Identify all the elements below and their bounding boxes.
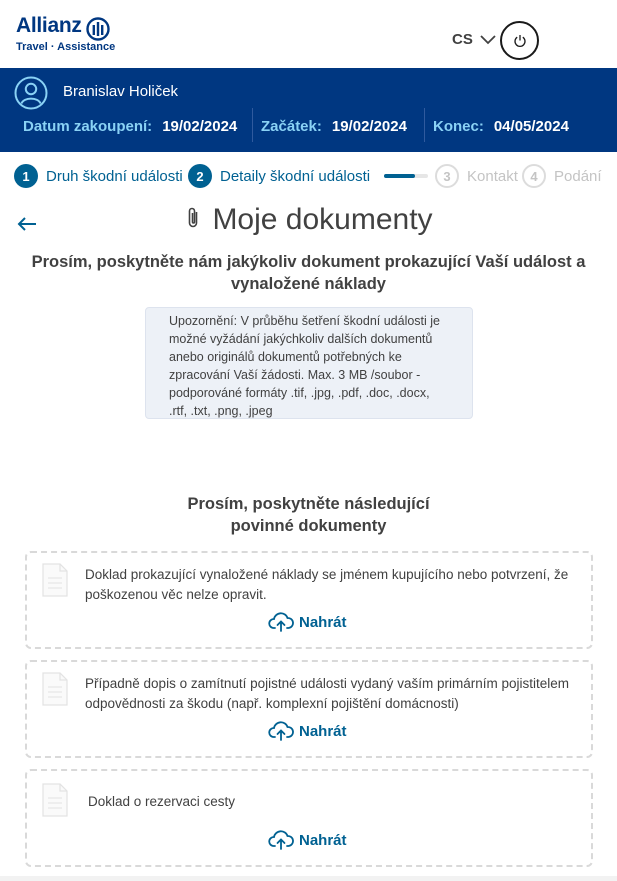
chevron-down-icon[interactable] [478,30,498,50]
step-4 [522,163,602,189]
purchase-date-label: Datum zakoupení: [23,118,153,135]
step-number: 2 [188,164,212,188]
required-title-line: Prosím, poskytněte následující [187,495,430,513]
user-name: Branislav Holiček [63,83,179,100]
step-label: Druh škodní události [46,167,183,185]
document-icon [41,783,69,817]
step-number: 4 [522,164,546,188]
page-bottom-edge [0,876,617,881]
brand-subtitle: Travel · Assistance [16,41,116,53]
purchase-date-item [23,118,237,135]
notice-box: Upozornění: V průběhu šetření škodní události je možné vyžádání jakýchkoliv dalších dokumentů anebo originálů dokumentů potřebných ke zpracování Vaší žádosti. Max. 3 MB /soubor - podporováné formáty .tif, .jpg, .pdf, .doc, .docx, .rtf, .txt, .png, .jpeg [145,307,473,419]
step-1[interactable] [14,163,183,189]
start-date-item [261,118,407,135]
power-icon [513,34,527,48]
end-date-value: 04/05/2024 [493,118,569,135]
start-date-label: Začátek: [261,118,322,135]
allianz-logo[interactable] [16,14,126,56]
purchase-date-value: 19/02/2024 [162,118,238,135]
claim-stepper [0,152,617,198]
document-card [25,660,593,758]
step-progress-fill [384,174,415,178]
document-description: Doklad prokazující vynaložené náklady se jménem kupujícího nebo potvrzení, že poškozenou věc nelze opravit. [85,567,569,602]
document-description: Doklad o rezervaci cesty [88,794,236,809]
policy-dates-row [0,108,617,144]
cloud-upload-icon [268,611,294,633]
document-prompt: Prosím, poskytněte nám jakýkoliv dokument prokazující Vaší událost a vynaložené náklady [31,253,586,293]
end-date-label: Konec: [433,118,484,135]
upload-label: Nahrát [299,613,347,631]
upload-label: Nahrát [299,831,347,849]
step-number: 3 [435,164,459,188]
document-card [25,769,593,867]
user-avatar-icon[interactable] [14,76,48,110]
paperclip-icon [184,206,202,230]
upload-button[interactable] [268,610,347,634]
page-title [0,203,617,237]
step-2[interactable] [188,163,370,189]
top-header [0,0,617,68]
document-icon [41,672,69,706]
start-date-value: 19/02/2024 [331,118,407,135]
language-selector[interactable]: CS [452,31,473,48]
divider [424,108,425,142]
cloud-upload-icon [268,720,294,742]
upload-button[interactable] [268,719,347,743]
upload-label: Nahrát [299,722,347,740]
step-label: Kontakt [467,167,518,185]
brand-name: Allianz [16,14,82,37]
required-title-line: povinné dokumenty [230,517,387,535]
document-icon [41,563,69,597]
step-label: Podání [554,167,602,185]
logout-button[interactable] [500,21,539,60]
step-label: Detaily škodní události [220,167,371,185]
step-progress-bar [384,174,428,178]
required-documents-title [120,493,497,537]
step-3 [435,163,518,189]
document-description: Případně dopis o zamítnutí pojistné události vydaný vaším primárním pojistitelem odpovědnosti za škodu (např. komplexní pojištění domácnosti) [85,676,569,711]
allianz-eagle-icon [86,17,110,41]
divider [252,108,253,142]
cloud-upload-icon [268,829,294,851]
page-title-text: Moje dokumenty [212,203,433,236]
step-number: 1 [14,164,38,188]
upload-button[interactable] [268,828,347,852]
document-card [25,551,593,649]
end-date-item [433,118,569,135]
policy-info-bar [0,68,617,152]
